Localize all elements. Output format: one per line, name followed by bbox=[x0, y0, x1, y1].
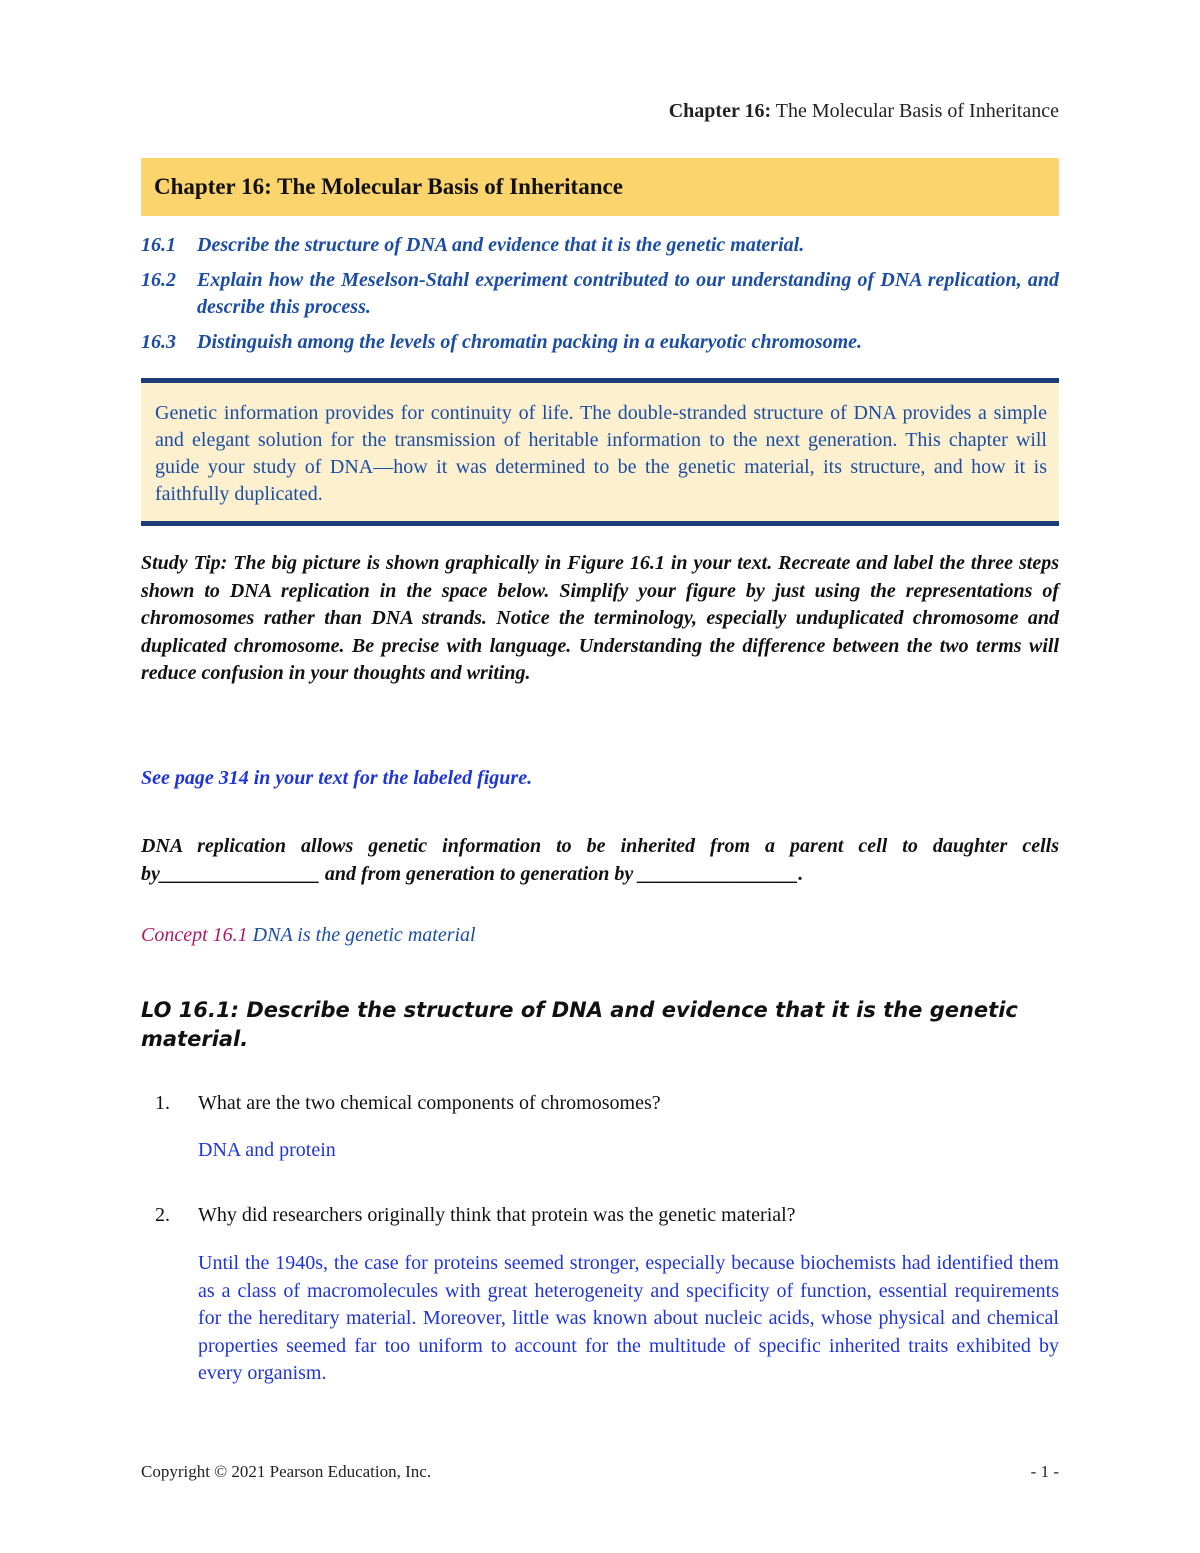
concept-heading bbox=[141, 924, 476, 947]
objective-text: Distinguish among the levels of chromatin packing in a eukaryotic chromosome. bbox=[197, 331, 863, 353]
question-number: 1. bbox=[155, 1092, 170, 1114]
concept-title: DNA is the genetic material bbox=[247, 924, 476, 946]
concept-number: Concept 16.1 bbox=[141, 924, 248, 946]
question-row bbox=[141, 1090, 1059, 1117]
study-tip: Study Tip: The big picture is shown graphically in Figure 16.1 in your text. Recreate and label the three steps shown to DNA replication in the space below. Simplify your figure by just using the representations of chromosomes rather than DNA strands. Notice the terminology, especially unduplicated chromosome and duplicated chromosome. Be precise with language. Understanding the difference between the two terms will reduce confusion in your thoughts and writing. bbox=[141, 552, 1059, 684]
running-head bbox=[669, 100, 1059, 123]
copyright-footer: Copyright © 2021 Pearson Education, Inc. bbox=[141, 1462, 432, 1481]
learning-objective-heading: LO 16.1: Describe the structure of DNA and evidence that it is the genetic material. bbox=[141, 998, 1018, 1051]
running-head-title: The Molecular Basis of Inheritance bbox=[771, 100, 1059, 122]
question-1 bbox=[141, 1090, 1059, 1165]
objective-16-3 bbox=[141, 329, 1059, 356]
chapter-banner: Chapter 16: The Molecular Basis of Inheritance bbox=[141, 158, 1059, 216]
answer-text: DNA and protein bbox=[198, 1139, 336, 1161]
question-2 bbox=[141, 1202, 1059, 1388]
objective-16-2 bbox=[141, 267, 1059, 321]
see-page-note: See page 314 in your text for the labeled figure. bbox=[141, 767, 533, 789]
learning-objectives bbox=[141, 232, 1059, 364]
objective-number: 16.3 bbox=[141, 331, 176, 353]
objective-text: Explain how the Meselson-Stahl experiment contributed to our understanding of DNA replication, and describe this process. bbox=[197, 269, 1059, 318]
question-text: What are the two chemical components of chromosomes? bbox=[198, 1092, 661, 1114]
objective-text: Describe the structure of DNA and evidence that it is the genetic material. bbox=[197, 234, 805, 256]
dna-replication-fill-in: DNA replication allows genetic information to be inherited from a parent cell to daughter cells by________________ and from generation to generation by ________________. bbox=[141, 835, 1059, 885]
question-number: 2. bbox=[155, 1204, 170, 1226]
question-row bbox=[141, 1202, 1059, 1229]
question-text: Why did researchers originally think that protein was the genetic material? bbox=[198, 1204, 796, 1226]
objective-number: 16.1 bbox=[141, 234, 176, 256]
objective-16-1 bbox=[141, 232, 1059, 259]
page-number: - 1 - bbox=[1030, 1462, 1059, 1481]
answer-text: Until the 1940s, the case for proteins seemed stronger, especially because biochemists had identified them as a class of macromolecules with great heterogeneity and specificity of function, essential requirements for the hereditary material. Moreover, little was known about nucleic acids, whose physical and chemical properties seemed far too uniform to account for the multitude of specific inherited traits exhibited by every organism. bbox=[198, 1252, 1059, 1384]
objective-number: 16.2 bbox=[141, 269, 176, 291]
intro-box: Genetic information provides for continuity of life. The double-stranded structure of DNA provides a simple and elegant solution for the transmission of heritable information to the next generation. This chapter will guide your study of DNA—how it was determined to be the genetic material, its structure, and how it is faithfully duplicated. bbox=[141, 378, 1059, 526]
running-head-chapter: Chapter 16: bbox=[668, 100, 772, 122]
